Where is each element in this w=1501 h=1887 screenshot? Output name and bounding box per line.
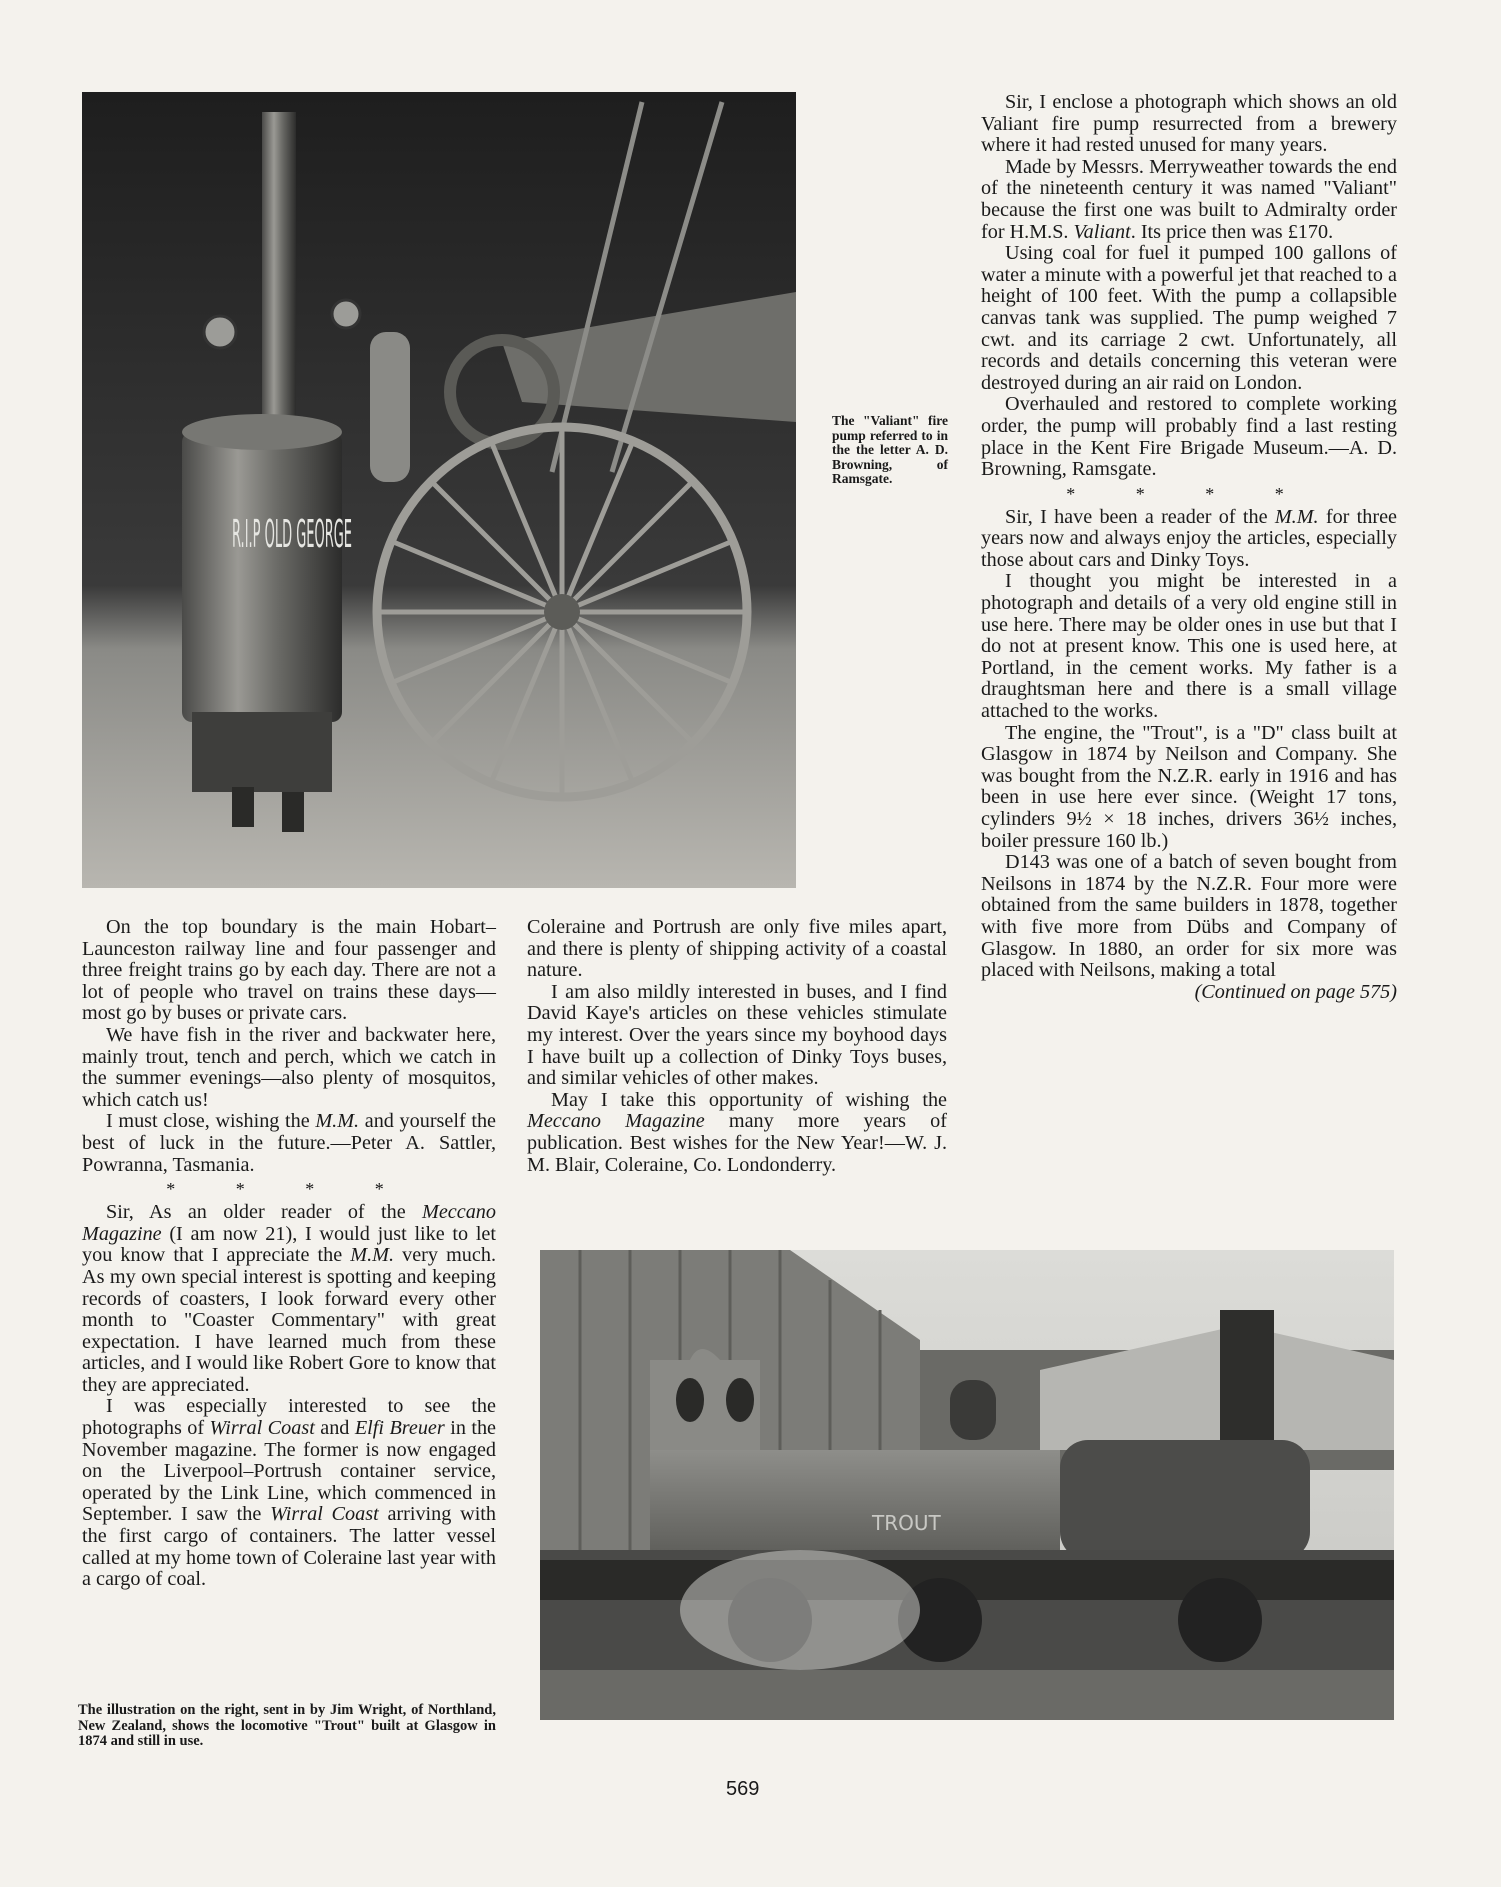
continued-note: (Continued on page 575) (1194, 980, 1397, 1003)
paragraph: On the top boundary is the main Hobart–Launceston railway line and four passenger and three freight trains go by each day. There are not a lot of people who travel on trains these days—most go by buses or private cars. (82, 916, 496, 1025)
paragraph: I thought you might be interested in a photograph and details of a very old engine still in use here. There may be older ones in use but that I do not at present know. This one is used here, at Portland, in the cement works. My father is a draughtsman here and there is a small village attached to the works. (981, 570, 1397, 723)
paragraph: The engine, the "Trout", is a "D" class built at Glasgow in 1874 by Neilson and Company. She was bought from the N.Z.R. early in 1916 and has been in use here ever since. (Weight 17 tons, cylinders 9½ × 18 inches, drivers 36½ inches, boiler pressure 160 lb.) (981, 721, 1398, 852)
section-separator: * * * * (166, 1179, 412, 1200)
paragraph: Coleraine and Portrush are only five miles apart, and there is plenty of shipping activity of a coastal nature. (527, 916, 947, 982)
locomotive-photo (540, 1250, 1394, 1720)
paragraph: Overhauled and restored to complete working order, the pump will probably find a last resting place in the Kent Fire Brigade Museum.—A. D. Browning, Ramsgate. (981, 393, 1397, 481)
paragraph: Using coal for fuel it pumped 100 gallons of water a minute with a powerful jet that reached to a height of 100 feet. With the pump a collapsible canvas tank was supplied. The pump weighed 7 cwt. and its carriage 2 cwt. Unfortunately, all records and details concerning this veteran were destroyed during an air raid on London. (981, 242, 1397, 394)
pump-chalk-text: R.I.P OLD GEORGE (232, 512, 352, 556)
paragraph: May I take this opportunity of wishing the Meccano Magazine many more years of publication. Best wishes for the New Year!—W. J. M. Blair, Coleraine, Co. Londonderry. (527, 1088, 947, 1176)
paragraph: I am also mildly interested in buses, and I find David Kaye's articles on these vehicles stimulate my interest. Over the years since my boyhood days I have built up a collection of Dinky Toys buses, and similar vehicles of other makes. (527, 980, 947, 1090)
locomotive-caption: The illustration on the right, sent in by Jim Wright, of Northland, New Zealand, shows the locomotive "Trout" built at Glasgow in 1874 and still in use. (78, 1702, 496, 1749)
section-separator: * * * * (1066, 483, 1312, 504)
paragraph: I must close, wishing the M.M. and yourself the best of luck in the future.—Peter A. Sattler, Powranna, Tasmania. (82, 1110, 497, 1176)
paragraph: We have fish in the river and backwater here, mainly trout, tench and perch, which we catch in the summer evenings—also plenty of mosquitos, which catch us! (82, 1023, 496, 1111)
paragraph: D143 was one of a batch of seven bought from Neilsons in 1874 by the N.Z.R. Four more were obtained from the same builders in 1878, together with five more from Dübs and Company of Glasgow. In 1880, an order for six more was placed with Neilsons, making a total (981, 851, 1397, 982)
paragraph: Sir, As an older reader of the Meccano Magazine (I am now 21), I would just like to let you know that I appreciate the M.M. very much. As my own special interest is spotting and keeping records of coasters, I look forward every other month to "Coaster Commentary" with great expectation. I have learned much from these articles, and I would like Robert Gore to know that they are appreciated. (82, 1201, 496, 1396)
fire-pump-caption: The "Valiant" fire pump referred to in the the letter A. D. Browning, of Ramsgate. (832, 413, 948, 486)
paragraph: Sir, I have been a reader of the M.M. for three years now and always enjoy the articles, especially those about cars and Dinky Toys. (981, 505, 1398, 571)
fire-pump-photo (82, 92, 796, 888)
letter-blair-continued (527, 917, 947, 1176)
paragraph: I was especially interested to see the photographs of Wirral Coast and Elfi Breuer in the November magazine. The former is now engaged on the Liverpool–Portrush container service, operated by the Link Line, which commenced in September. I saw the Wirral Coast arriving with the first cargo of containers. The latter vessel called at my home town of Coleraine last year with a cargo of coal. (82, 1395, 497, 1591)
page-number: 569 (726, 1778, 760, 1800)
loco-nameplate-text: TROUT (872, 1511, 941, 1535)
paragraph: Sir, I enclose a photograph which shows an old Valiant fire pump resurrected from a brewery where it had rested unused for many years. (981, 91, 1397, 157)
letter-sattler-and-blair (82, 917, 496, 1591)
paragraph: Made by Messrs. Merryweather towards the end of the nineteenth century it was named "Valiant" because the first one was built to Admiralty order for H.M.S. Valiant. Its price then was £170. (981, 155, 1397, 243)
letter-browning-and-trout (981, 92, 1397, 1003)
